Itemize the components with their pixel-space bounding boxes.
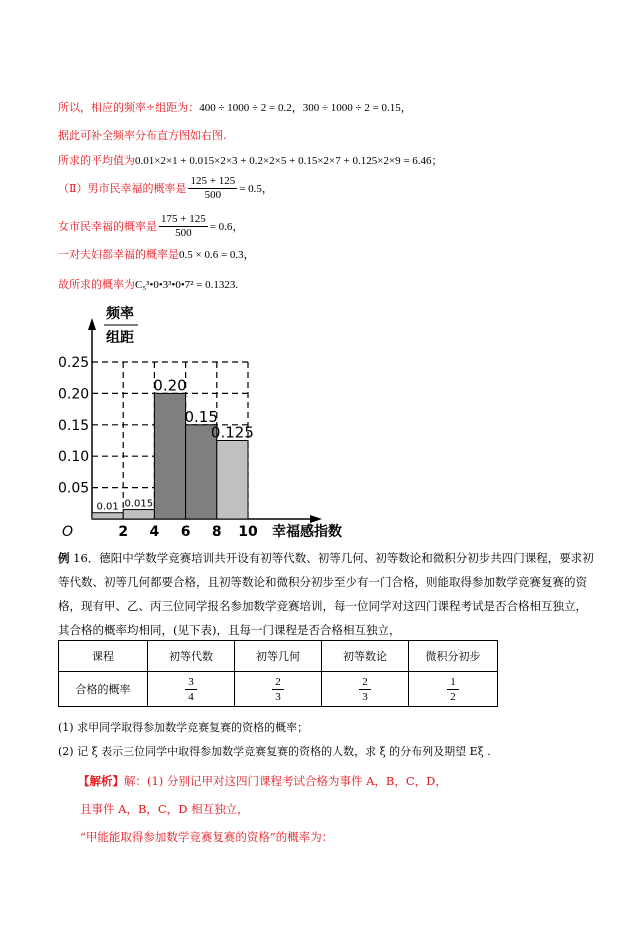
- y-tick-label: 0.15: [58, 417, 90, 434]
- y-axis-arrow: [88, 318, 96, 330]
- y-tick-label: 0.10: [58, 449, 90, 466]
- bar-value-label: 0.125: [210, 423, 254, 442]
- table-header-cell: 微积分初步: [409, 641, 498, 672]
- analysis-line: 解：(1) 分别记甲对这四门课程考试合格为事件 A，B，C，D，: [124, 774, 447, 788]
- analysis-line: “甲能能取得参加数学竞赛复赛的资格”的概率为：: [80, 830, 334, 844]
- y-axis-label-top: 频率: [106, 306, 134, 322]
- x-axis-label: 幸福感指数: [272, 524, 342, 540]
- solution-text: 女市民幸福的概率是: [58, 219, 157, 233]
- y-tick-label: 0.25: [58, 355, 90, 371]
- table-header-row: [59, 641, 498, 672]
- solution-text: 一对夫妇都幸福的概率是: [58, 248, 179, 261]
- probability-table: [58, 640, 498, 707]
- y-tick-label: 0.20: [58, 386, 90, 403]
- table-cell: $\frac{1}{2}$: [409, 672, 498, 707]
- x-tick-label: 6: [180, 524, 191, 540]
- questions: [58, 716, 598, 764]
- analysis-tag: 【解析】: [78, 774, 124, 788]
- solution-text: （Ⅱ）男市民幸福的概率是: [58, 181, 187, 195]
- example-label: 例: [58, 551, 70, 565]
- x-tick-label: 4: [149, 524, 160, 540]
- histogram-bar: [123, 510, 154, 519]
- solution-text: 所求的平均值为: [58, 154, 135, 167]
- origin-label: O: [62, 524, 74, 540]
- bar-value-label: 0.15: [184, 407, 218, 426]
- example-text: 格，现有甲、乙、丙三位同学报名参加数学竞赛培训，每一位同学对这四门课程考试是否合格相互独立，: [58, 599, 587, 613]
- solution-math: C₅³•0•3³•0•7² = 0.1323.: [135, 279, 239, 291]
- table-row: [59, 672, 498, 707]
- y-axis-label-bottom: 组距: [106, 330, 134, 346]
- solution-math: 0.01×2×1 + 0.015×2×3 + 0.2×2×5 + 0.15×2×7 + 0.125×2×9 = 6.46；: [135, 155, 443, 167]
- table-cell: $\frac{3}{4}$: [148, 672, 235, 707]
- bar-value-label: 0.015: [124, 498, 154, 510]
- x-axis-arrow: [310, 515, 322, 523]
- fraction: $\frac{175 + 125}{500}$: [161, 213, 206, 239]
- x-tick-label: 8: [211, 524, 222, 540]
- table-cell: $\frac{2}{3}$: [235, 672, 322, 707]
- question-1: (1) 求甲同学取得参加数学竞赛复赛的资格的概率；: [58, 721, 309, 734]
- table-cell: $\frac{2}{3}$: [322, 672, 409, 707]
- question-2: (2) 记 ξ 表示三位同学中取得参加数学竞赛复赛的资格的人数，求 ξ 的分布列及期望 Eξ .: [58, 745, 491, 758]
- table-header-cell: 初等几何: [235, 641, 322, 672]
- bar-value-label: 0.20: [153, 376, 187, 395]
- example-text: 16．德阳中学数学竞赛培训共开设有初等代数、初等几何、初等数论和微积分初步共四门课程，要求初: [73, 551, 594, 565]
- solution-math: 0.5 × 0.6 = 0.3，: [179, 249, 255, 261]
- table-header-cell: 初等数论: [322, 641, 409, 672]
- example-text: 其合格的概率均相同，(见下表)，且每一门课程是否合格相互独立，: [58, 623, 401, 637]
- histogram-bar: [92, 513, 123, 519]
- table-header-cell: 课程: [59, 641, 148, 672]
- x-tick-label: 2: [118, 524, 129, 540]
- example-problem: [58, 546, 598, 642]
- table-header-cell: 初等代数: [148, 641, 235, 672]
- analysis: [78, 767, 618, 851]
- solution-math: = 0.5，: [239, 182, 273, 195]
- analysis-line: 且事件 A，B，C，D 相互独立，: [80, 802, 249, 816]
- histogram-bar: [154, 393, 185, 519]
- x-tick-label: 10: [238, 524, 258, 540]
- solution-math: = 0.6，: [209, 220, 244, 233]
- solution-text: 故所求的概率为: [58, 278, 135, 291]
- table-row-label: 合格的概率: [59, 672, 148, 707]
- solution-text: 所以，相应的频率÷组距为：: [58, 101, 200, 114]
- solution-text: 据此可补全频率分布直方图如右图.: [58, 129, 227, 142]
- histogram-bar: [217, 441, 248, 520]
- bar-value-label: 0.01: [96, 501, 119, 513]
- fraction: $\frac{125 + 125}{500}$: [190, 175, 236, 201]
- y-tick-label: 0.05: [58, 480, 90, 497]
- example-text: 等代数、初等几何都要合格，且初等数论和微积分初步至少有一门合格，则能取得参加数学竞赛复赛的资: [58, 575, 587, 589]
- solution-math: 400 ÷ 1000 ÷ 2 = 0.2，300 ÷ 1000 ÷ 2 = 0.15，: [199, 102, 412, 114]
